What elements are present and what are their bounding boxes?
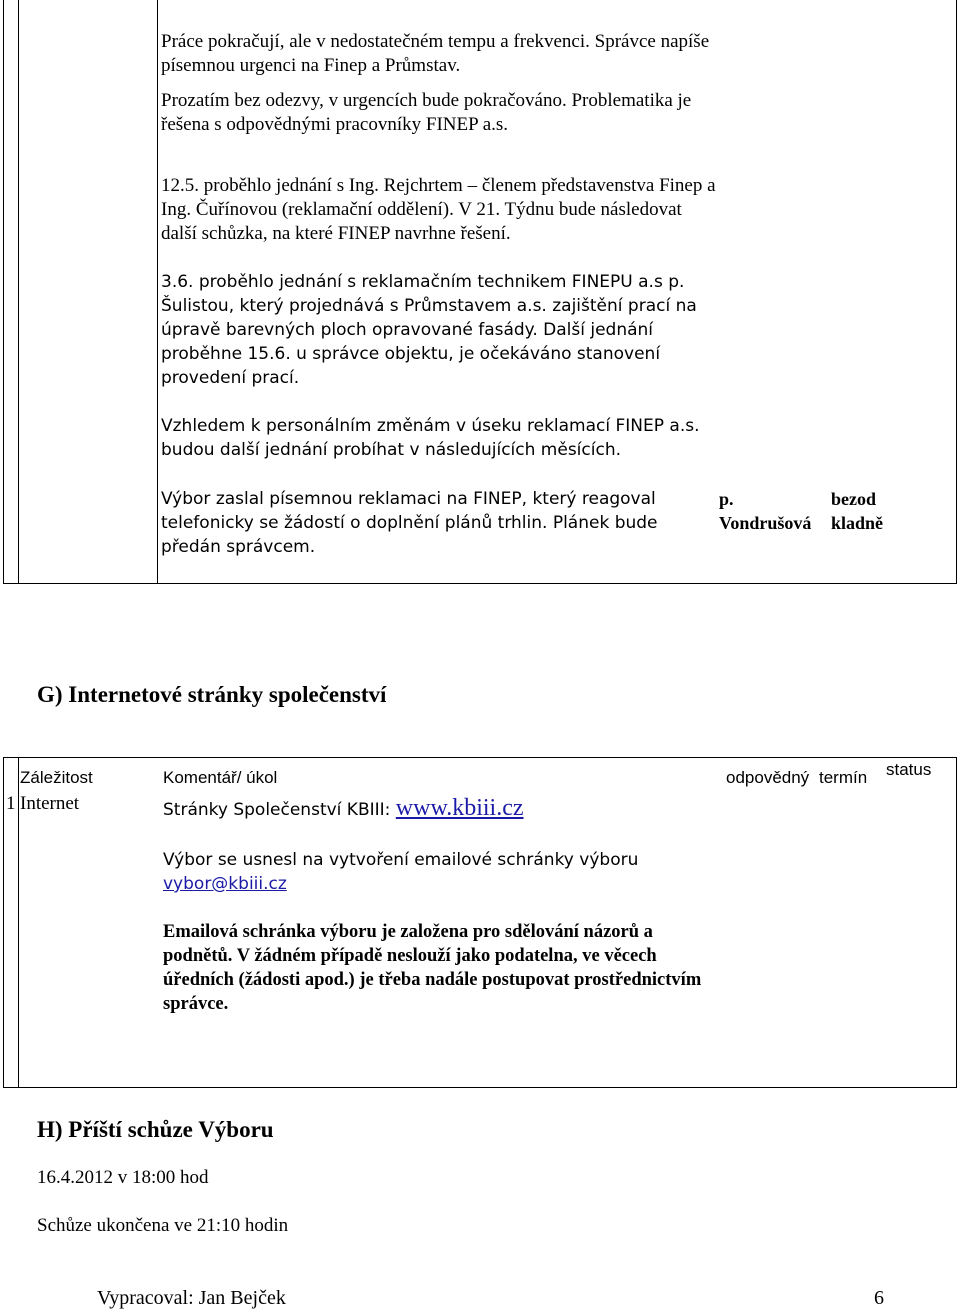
- responsible-person: p. Vondrušová: [719, 489, 812, 533]
- note-paragraph: 3.6. proběhlo jednání s reklamačním technikem FINEPU a.s p. Šulistou, který projednává s Průmstavem a.s. zajištění prací na úpravě barevných ploch opravované fasády. Další jednání proběhne 15.6. u správce objektu, je očekáváno stanovení provedení prací.: [161, 272, 697, 388]
- note-paragraph: Vzhledem k personálním změnám v úseku reklamací FINEP a.s. budou další jednání probíhat v následujících měsících.: [161, 416, 700, 460]
- site-line: [163, 796, 723, 822]
- meeting-end: Schůze ukončena ve 21:10 hodin: [37, 1215, 289, 1236]
- section-h-title: H) Příští schůze Výboru: [37, 1117, 274, 1142]
- header-status: status: [886, 760, 932, 779]
- note-paragraph: Výbor zaslal písemnou reklamaci na FINEP, který reagoval telefonicky se žádostí o doplnění plánů trhlin. Plánek bude předán správcem.: [161, 489, 658, 557]
- header-matter: Záležitost: [20, 768, 93, 787]
- page-number: 6: [874, 1287, 884, 1309]
- status-value: bezodkladně: [831, 489, 884, 533]
- row-number: 1: [6, 793, 16, 814]
- header-deadline: termín: [819, 768, 868, 787]
- footer-author: Vypracoval: Jan Bejček: [97, 1287, 286, 1309]
- note-paragraph: Práce pokračují, ale v nedostatečném tempu a frekvenci. Správce napíše písemnou urgenci na Finep a Průmstav.: [161, 31, 710, 76]
- email-notice: Emailová schránka výboru je založena pro sdělování názorů a podnětů. V žádném případě neslouží jako podatelna, ve věcech úředních (žádosti apod.) je třeba nadále postupovat prostřednictvím správce.: [163, 922, 702, 1014]
- section-g-title: G) Internetové stránky společenství: [37, 682, 387, 707]
- next-meeting-date: 16.4.2012 v 18:00 hod: [37, 1167, 209, 1188]
- row-matter: Internet: [20, 793, 80, 814]
- header-responsible: odpovědný: [726, 768, 810, 787]
- email-link[interactable]: vybor@kbiii.cz: [163, 874, 287, 894]
- header-comment: Komentář/ úkol: [163, 768, 278, 787]
- website-link[interactable]: www.kbiii.cz: [395, 795, 524, 821]
- note-paragraph: Prozatím bez odezvy, v urgencích bude pokračováno. Problematika je řešena s odpovědnými pracovníky FINEP a.s.: [161, 90, 692, 135]
- email-line: Výbor se usnesl na vytvoření emailové schránky výboru: [163, 850, 639, 870]
- site-label: Stránky Společenství KBIII:: [163, 800, 391, 820]
- note-paragraph: 12.5. proběhlo jednání s Ing. Rejchrtem – členem představenstva Finep a Ing. Čuřínovou (reklamační oddělení). V 21. Týdnu bude následovat další schůzka, na které FINEP navrhne řešení.: [161, 175, 716, 244]
